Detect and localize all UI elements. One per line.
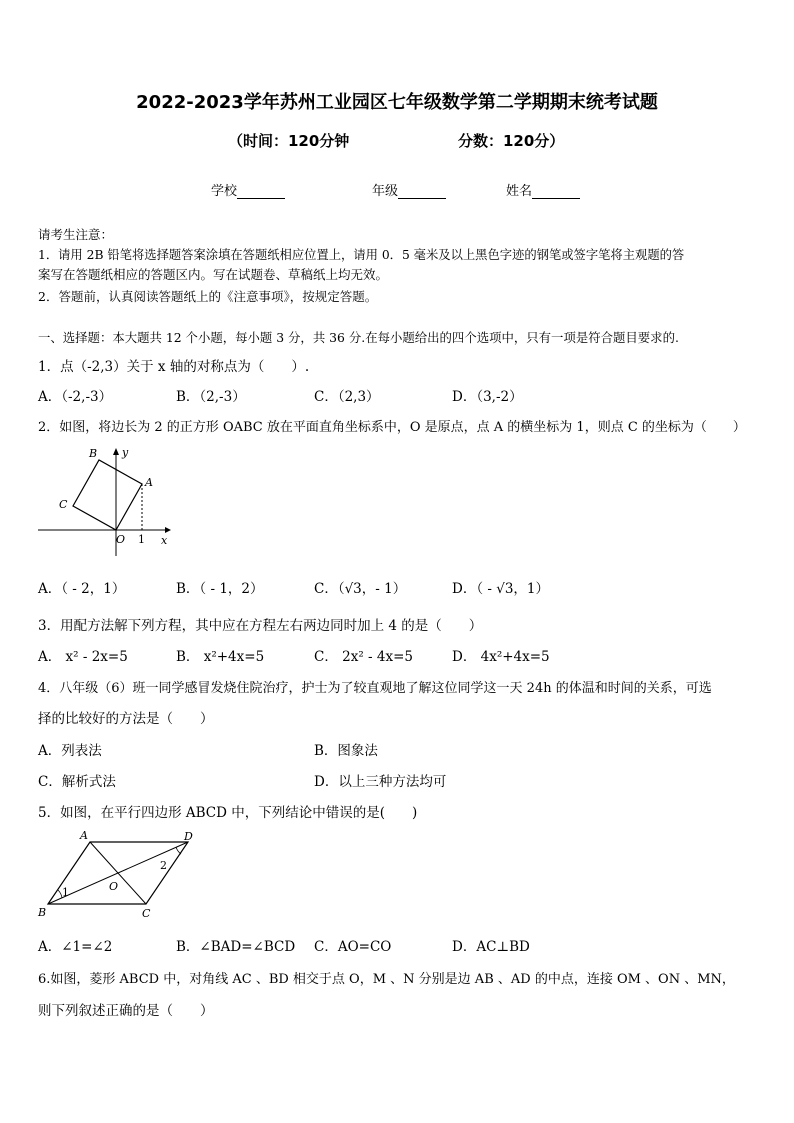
q4-option-b: B．图象法: [314, 743, 378, 759]
q5-option-c: C．AO=CO: [314, 939, 392, 955]
q5-label-d: D: [184, 830, 193, 843]
q2-label-y: y: [122, 446, 129, 459]
q5-figure: [36, 826, 206, 922]
q5-label-1: 1: [62, 886, 69, 899]
q4-stem-line-1: 4．八年级（6）班一同学感冒发烧住院治疗，护士为了较直观地了解这位同学这一天 24h 的体温和时间的关系，可选: [38, 681, 712, 696]
q2-label-o: O: [116, 533, 126, 546]
q5-stem: 5．如图，在平行四边形 ABCD 中，下列结论中错误的是( ): [38, 805, 418, 821]
q2-label-b: B: [89, 447, 98, 460]
grade-field[interactable]: [372, 180, 446, 199]
exam-time: （时间：120分钟: [228, 132, 350, 150]
q4-option-a: A．列表法: [38, 743, 102, 759]
notice-heading: 请考生注意：: [38, 227, 114, 242]
q2-option-b: B．（ - 1，2）: [176, 581, 264, 597]
q2-option-a: A．（ - 2，1）: [38, 581, 126, 597]
q6-stem-line-1: 6.如图，菱形 ABCD 中，对角线 AC 、BD 相交于点 O，M 、N 分别是边 AB 、AD 的中点，连接 OM 、ON 、MN，: [38, 972, 735, 987]
q2-option-c: C．（√3，- 1）: [314, 581, 407, 597]
q2-stem: 2．如图，将边长为 2 的正方形 OABC 放在平面直角坐标系中，O 是原点，点 A 的横坐标为 1，则点 C 的坐标为（ ）: [38, 420, 746, 435]
q2-x-arrow: [165, 527, 171, 533]
q1-option-d: D．（3,-2）: [452, 389, 523, 405]
name-label: 姓名: [506, 184, 533, 199]
q4-stem-line-2: 择的比较好的方法是（ ）: [38, 711, 214, 727]
q5-label-c: C: [142, 907, 151, 920]
grade-label: 年级: [372, 184, 399, 199]
q4-option-d: D．以上三种方法均可: [314, 774, 447, 790]
q5-label-b: B: [38, 906, 47, 919]
q5-option-b: B．∠BAD=∠BCD: [176, 939, 296, 955]
q3-option-a: A． x² - 2x=5: [38, 649, 128, 665]
grade-blank[interactable]: [398, 186, 446, 199]
q5-label-o: O: [109, 880, 119, 893]
q3-option-c: C． 2x² - 4x=5: [314, 649, 413, 665]
school-field[interactable]: [211, 180, 285, 199]
notice-item-1-line-2: 案写在答题纸相应的答题区内。写在试题卷、草稿纸上均无效。: [38, 267, 389, 282]
q2-label-x: x: [161, 534, 168, 547]
q5-label-2: 2: [160, 859, 167, 872]
notice-item-1-line-1: 1．请用 2B 铅笔将选择题答案涂填在答题纸相应位置上，请用 0．5 毫米及以上黑色字迹的钢笔或签字笔将主观题的答: [38, 248, 685, 262]
q5-option-a: A．∠1=∠2: [38, 939, 113, 955]
page-title: 2022-2023学年苏州工业园区七年级数学第二学期期末统考试题: [136, 92, 658, 113]
school-label: 学校: [211, 184, 238, 199]
q2-square-oabc: [73, 460, 142, 530]
q1-option-c: C．（2,3）: [314, 389, 380, 405]
notice-item-2: 2．答题前，认真阅读答题纸上的《注意事项》，按规定答题。: [38, 289, 378, 304]
q6-stem-line-2: 则下列叙述正确的是（ ）: [38, 1003, 214, 1019]
q5-option-d: D．AC⊥BD: [452, 939, 530, 955]
q3-option-b: B． x²+4x=5: [176, 649, 265, 665]
q2-label-a: A: [145, 476, 153, 489]
q1-stem: 1．点（-2,3）关于 x 轴的对称点为（ ）.: [38, 359, 310, 375]
q2-label-1: 1: [138, 533, 145, 546]
school-blank[interactable]: [237, 186, 285, 199]
q5-angle-2-arc: [176, 847, 181, 854]
name-field[interactable]: [506, 180, 580, 199]
q1-option-a: A．（-2,-3）: [38, 389, 113, 405]
name-blank[interactable]: [532, 186, 580, 199]
q2-figure: [36, 444, 176, 560]
q3-stem: 3．用配方法解下列方程，其中应在方程左右两边同时加上 4 的是（ ）: [38, 618, 483, 634]
section-heading: 一、选择题：本大题共 12 个小题，每小题 3 分，共 36 分.在每小题给出的四个选项中，只有一项是符合题目要求的.: [38, 330, 679, 345]
exam-score: 分数：120分）: [458, 132, 565, 150]
q2-y-arrow: [113, 448, 119, 455]
q2-label-c: C: [59, 498, 68, 511]
q1-option-b: B．（2,-3）: [176, 389, 246, 405]
q2-option-d: D．（ - √3，1）: [452, 581, 549, 597]
q4-option-c: C．解析式法: [38, 774, 116, 790]
q3-option-d: D． 4x²+4x=5: [452, 649, 550, 665]
q5-label-a: A: [80, 829, 88, 842]
